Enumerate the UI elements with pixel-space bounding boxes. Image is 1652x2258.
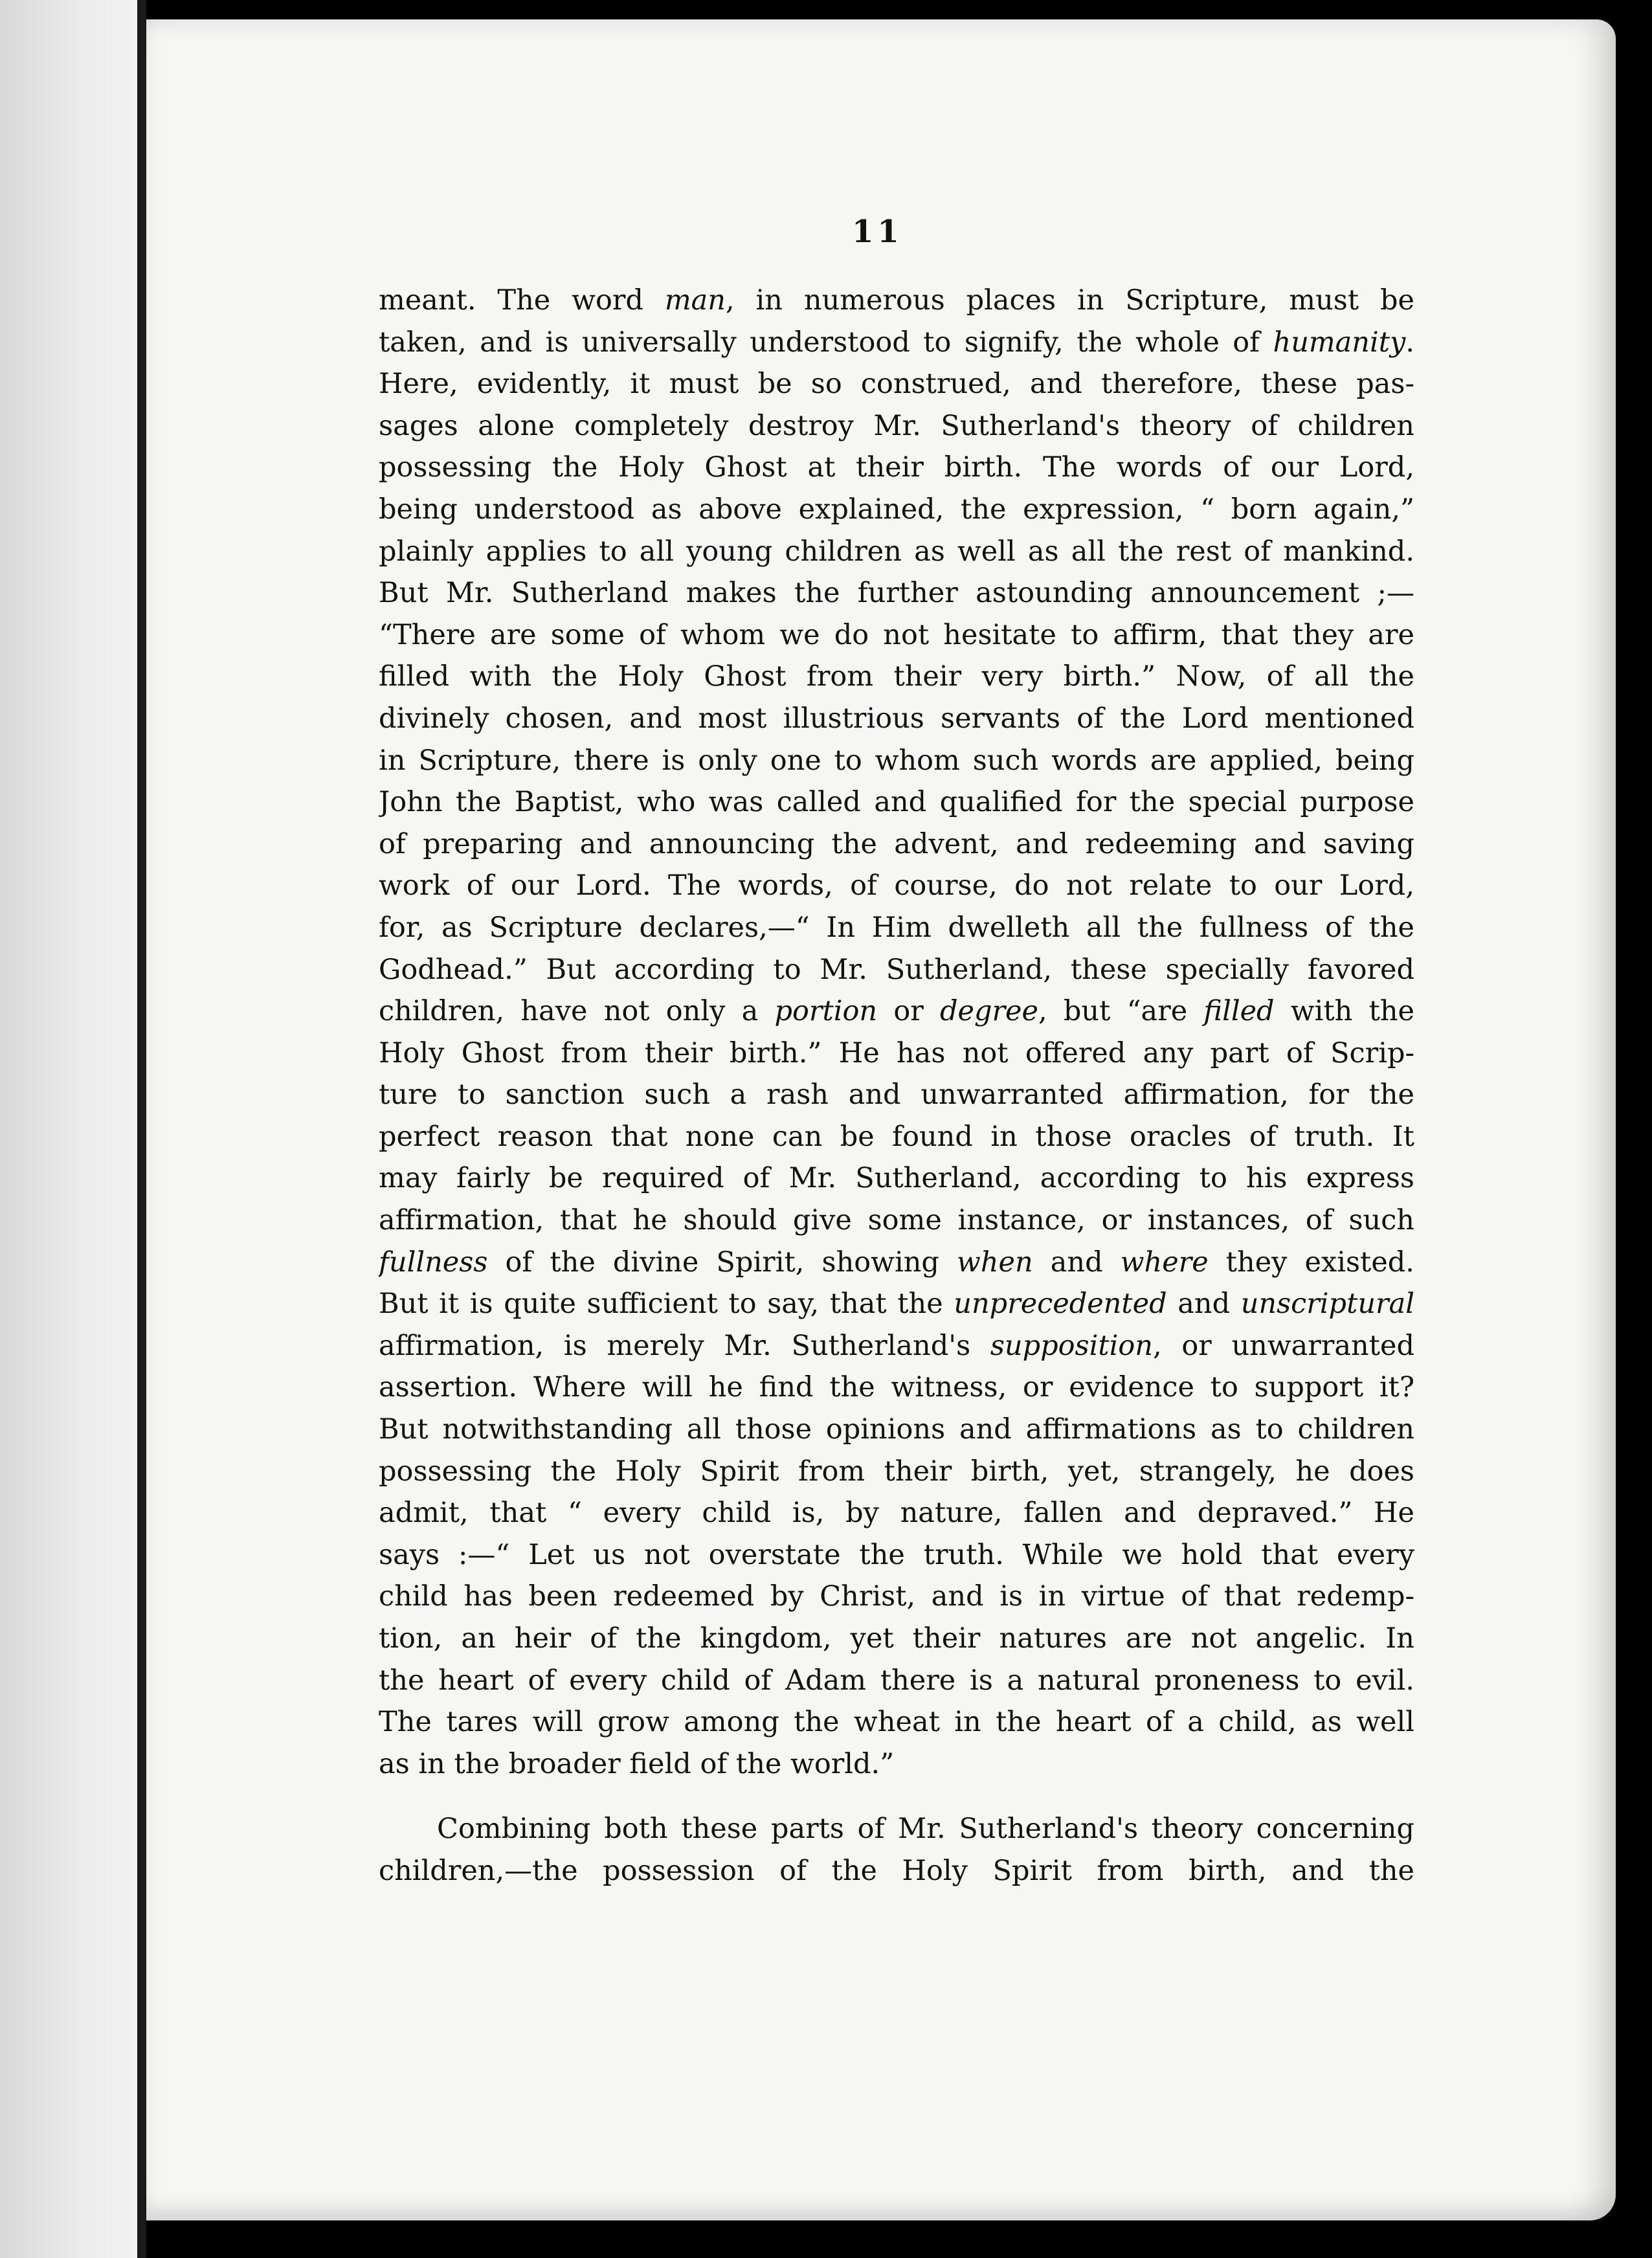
facing-page-edge [0, 0, 137, 2258]
text-line: children, have not only a portion or degree, but “are filled with the [379, 995, 1414, 1028]
text-line: affirmation, is merely Mr. Sutherland's supposition, or unwarranted [379, 1329, 1414, 1362]
text-line: filled with the Holy Ghost from their very birth.” Now, of all the [379, 660, 1414, 693]
text-line: divinely chosen, and most illustrious servants of the Lord mentioned [379, 702, 1414, 735]
text-line: fullness of the divine Spirit, showing when and where they existed. [379, 1246, 1414, 1279]
text-line: The tares will grow among the wheat in the heart of a child, as well [379, 1706, 1414, 1739]
text-line: plainly applies to all young children as well as all the rest of mankind. [379, 535, 1414, 568]
text-line: taken, and is universally understood to signify, the whole of humanity. [379, 326, 1414, 359]
page-number: 11 [852, 214, 903, 250]
text-line: But notwithstanding all those opinions and affirmations as to children [379, 1413, 1414, 1446]
text-line: Godhead.” But according to Mr. Sutherland, these specially favored [379, 953, 1414, 986]
text-line: may fairly be required of Mr. Sutherland, according to his express [379, 1162, 1414, 1195]
body-text [379, 280, 1414, 1892]
text-line: possessing the Holy Spirit from their birth, yet, strangely, he does [379, 1455, 1414, 1488]
text-line: “There are some of whom we do not hesitate to affirm, that they are [379, 618, 1414, 651]
text-line: admit, that “ every child is, by nature, fallen and depraved.” He [379, 1497, 1414, 1530]
text-line: children,—the possession of the Holy Spirit from birth, and the [379, 1854, 1414, 1887]
text-line: of preparing and announcing the advent, and redeeming and saving [379, 827, 1414, 860]
text-line: being understood as above explained, the expression, “ born again,” [379, 493, 1414, 526]
text-line: perfect reason that none can be found in those oracles of truth. It [379, 1120, 1414, 1153]
text-line: in Scripture, there is only one to whom such words are applied, being [379, 744, 1414, 777]
text-line: Combining both these parts of Mr. Sutherland's theory concerning [437, 1813, 1414, 1846]
text-line: John the Baptist, who was called and qualified for the special purpose [379, 786, 1414, 819]
text-line: ture to sanction such a rash and unwarranted affirmation, for the [379, 1079, 1414, 1112]
text-line: sages alone completely destroy Mr. Sutherland's theory of children [379, 409, 1414, 442]
text-line: as in the broader field of the world.” [379, 1747, 895, 1780]
text-line: for, as Scripture declares,—“ In Him dwelleth all the fullness of the [379, 911, 1414, 944]
text-line: work of our Lord. The words, of course, do not relate to our Lord, [379, 869, 1414, 902]
book-gutter [137, 0, 146, 2258]
text-line: says :—“ Let us not overstate the truth. While we hold that every [379, 1538, 1414, 1571]
text-line: Here, evidently, it must be so construed, and therefore, these pas- [379, 368, 1414, 401]
text-line: tion, an heir of the kingdom, yet their natures are not angelic. In [379, 1622, 1414, 1655]
text-line: But Mr. Sutherland makes the further astounding announcement ;— [379, 577, 1414, 610]
text-line: the heart of every child of Adam there is a natural proneness to evil. [379, 1664, 1414, 1697]
text-line: possessing the Holy Ghost at their birth. The words of our Lord, [379, 451, 1414, 484]
text-line: meant. The word man, in numerous places in Scripture, must be [379, 284, 1414, 317]
text-line: Holy Ghost from their birth.” He has not offered any part of Scrip- [379, 1036, 1414, 1069]
text-line: But it is quite sufficient to say, that the unprecedented and unscriptural [379, 1288, 1414, 1321]
paragraph-gap [379, 1785, 1414, 1808]
text-line: affirmation, that he should give some instance, or instances, of such [379, 1204, 1414, 1237]
text-line: assertion. Where will he find the witness, or evidence to support it? [379, 1371, 1414, 1404]
text-line: child has been redeemed by Christ, and is in virtue of that redemp- [379, 1580, 1414, 1613]
